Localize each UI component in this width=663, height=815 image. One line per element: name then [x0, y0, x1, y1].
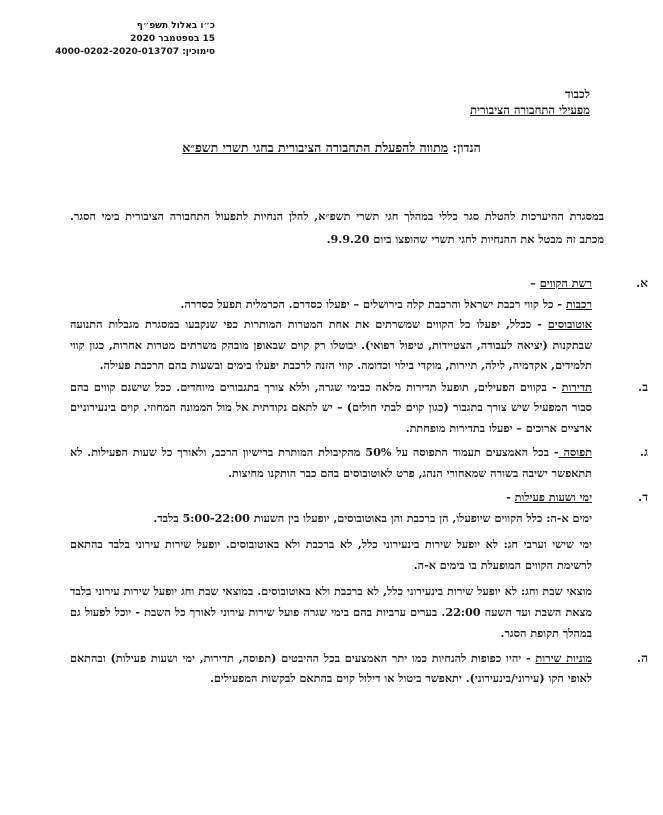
- section-heading: [70, 273, 592, 294]
- section-body: [70, 442, 592, 483]
- section-title-suffix: -: [506, 490, 515, 504]
- paragraph-text: - יהיו כפופות להנחיות כמו יתר האמצעים בכל ההיבטים (תפוסה, תדירות, ימי ושעות פעילות) ובהתאם לאופי הקו (עירוני/בינעירוני). יתאפשר ביטול או דילול קוים בהתאם לבקשות המפעילים.: [70, 650, 592, 685]
- hebrew-date: כ״ו באלול תשפ״ף: [136, 21, 215, 31]
- addressee-block: [470, 86, 590, 118]
- section-occupancy: [70, 442, 648, 483]
- paragraph-shared-taxis: [70, 648, 592, 689]
- reference-label: סימוכין:: [182, 47, 215, 57]
- paragraph-weekdays: ימים א-ה: כלל הקווים שיופעלו, הן ברכבת והן באוטובוסים, יופעלו בין השעות 5:00-22:00 בלבד.: [153, 510, 592, 525]
- reference-line: [55, 46, 215, 59]
- paragraph-label: רכבות: [565, 296, 592, 311]
- gregorian-date: 15 בספטמבר 2020: [130, 34, 215, 44]
- subject-line: [0, 140, 663, 156]
- paragraph-frequency: [70, 377, 592, 439]
- paragraph-trains: [70, 294, 592, 315]
- paragraph-label: אוטובוסים: [547, 317, 592, 331]
- section-body: [70, 487, 592, 644]
- paragraph-text: - ככלל, יפעלו כל הקווים שמשרתים את אחת המטרות המותרות כפי שנקבעו במסגרת מגבלות התנועה שבתקנות (יציאה לעבודה, הצטיידות, טיפול רפואי). יבוטלו רק קוים שבאופן מובהק משרתים מטרות אחרות, כגון קווי תלמידים, אקדמיה, לילה, תיירות, מוקדי בילוי וכדומה. קווי הזנה לרכבת יפעלו בימים ובשעות בהם הרכבת פעילה.: [70, 317, 592, 372]
- intro-paragraph: במסגרת ההיערכות להטלת סגר כללי במהלך חגי תשרי תשפ״א, להלן הנחיות לתפעול התחבורה הציבורית בימי הסגר. מכתב זה מבטל את ההנחיות לחגי תשרי שהופצו ביום 9.9.20.: [70, 209, 604, 246]
- section-marker: ד.: [638, 490, 648, 504]
- section-frequency: [70, 377, 648, 439]
- section-title: רשת הקווים: [539, 276, 592, 290]
- paragraph-buses: [70, 314, 592, 376]
- paragraph-saturday-night: מוצאי שבת וחג: לא יופעל שירות בינעירוני כלל, לא ברכבת ולא באוטובוסים. במוצאי שבת וחג יופעל שירות עירוני בלבד מצאת השבת ועד השעה 22:00. בערים ערביות בהם בימי שגרה פועל שירות עירוני לאורך כל השבת - יוכל לפעול גם במהלך תקופת הסגר.: [70, 583, 592, 640]
- sections-list: [70, 273, 648, 689]
- section-title: תדירות: [561, 379, 592, 394]
- letter-header-meta: [55, 20, 215, 59]
- paragraph-friday-holiday-eve: ימי שישי וערבי חג: לא יופעל שירות בינעירוני כלל, לא ברכבת ולא באוטובוסים. יופעל שירות עירוני בלבד בהתאם לרשימת הקווים המופעלת בו בימים א-ה.: [70, 536, 592, 572]
- section-marker: ה.: [636, 650, 648, 665]
- addressee-greeting: לכבוד: [564, 87, 590, 101]
- reference-number: 4000-0202-2020-013707: [55, 47, 180, 57]
- section-marker: ג.: [639, 445, 648, 459]
- section-title: תפוסה: [558, 445, 593, 459]
- section-title-suffix: –: [530, 276, 540, 290]
- section-operating-hours: [70, 487, 648, 644]
- paragraph-text: - בקווים הפעילים, תופעל תדירות מלאה כבימי שגרה, וללא צורך בתגבורים מיוחדים. ככל שישנם קווים בהם סבור המפעיל שיש צורך בתגבור (כגון קוים לבתי חולים) – יש לתאם נקודתית אל מול הממונה המחוזי. קוים בינעירוניים ארציים ארוכים – יפעלו בתדירות מופחתת.: [70, 379, 592, 435]
- addressee-recipient: מפעילי התחבורה הציבורית: [470, 103, 590, 117]
- paragraph-text: - כל קווי רכבת ישראל והרכבת קלה בירושלים – יפעלו כסדרם. הכרמלית תפעל כסדרה.: [180, 296, 566, 311]
- section-network: [70, 273, 648, 376]
- section-title: ימי ושעות פעילות: [514, 490, 592, 504]
- section-body: [70, 377, 592, 439]
- section-shared-taxis: [70, 648, 648, 689]
- subject-label: הנדון:: [452, 140, 481, 155]
- section-title: מוניות שירות: [535, 650, 592, 665]
- paragraph-occupancy: [70, 442, 592, 483]
- section-heading: [70, 487, 592, 508]
- section-body: [70, 648, 592, 689]
- section-body: [70, 273, 592, 376]
- paragraph-text: - בכל האמצעים תעמוד התפוסה על 50% מהקיבולת המותרת ברישיון הרכב, ולאורך כל שעות הפעילות. לא תתאפשר ישיבה בשורה שמאחורי הנהג, פרט לאוטובוסים בהם כבר הותקנו מחיצות.: [70, 445, 592, 480]
- section-marker: ב.: [638, 379, 648, 394]
- section-marker: א.: [636, 276, 648, 290]
- subject-text: מתווה להפעלת התחבורה הציבורית בחגי תשרי תשפ״א: [182, 140, 449, 155]
